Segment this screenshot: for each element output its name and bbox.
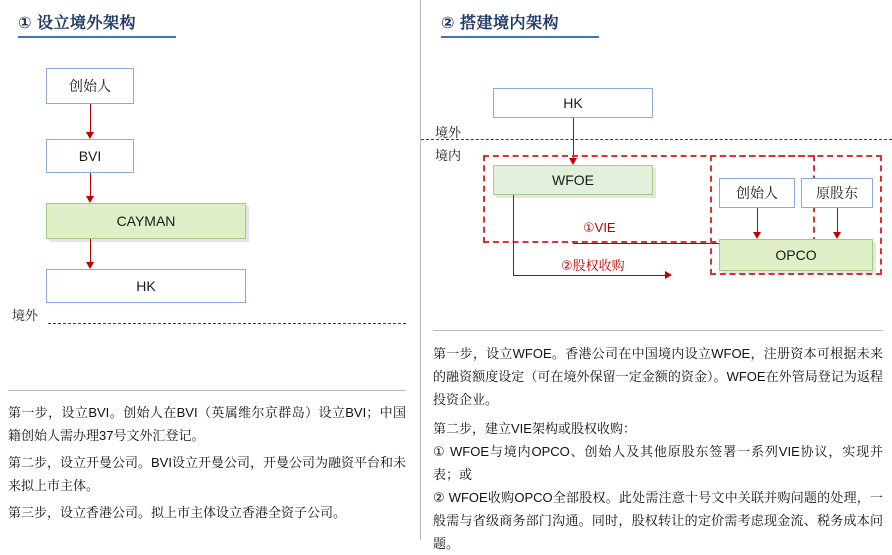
left-step-2: 第二步，设立开曼公司。BVI设立开曼公司，开曼公司为融资平台和未来拟上市主体。 xyxy=(8,455,406,493)
panel-offshore-structure xyxy=(0,0,420,540)
connector-oldshareholder-opco xyxy=(837,208,838,235)
boundary-line-border xyxy=(421,139,892,140)
region-label-offshore: 境外 xyxy=(435,125,462,140)
node-hk: HK xyxy=(46,269,246,303)
boundary-line-offshore xyxy=(48,323,406,324)
node-old-shareholder: 原股东 xyxy=(801,178,873,208)
arrowhead-equity xyxy=(665,271,672,279)
right-title-underline xyxy=(441,36,599,38)
annotation-vie: ①VIE xyxy=(583,220,616,235)
panel-onshore-structure xyxy=(421,0,892,551)
connector-founder-bvi xyxy=(90,104,91,135)
connector-founder-opco xyxy=(757,208,758,235)
left-title-underline xyxy=(18,36,176,38)
annotation-equity-purchase: ②股权收购 xyxy=(561,258,625,273)
left-text-separator xyxy=(8,390,406,391)
right-text-separator xyxy=(433,330,883,331)
node-bvi: BVI xyxy=(46,139,134,173)
arrowhead-cayman-hk xyxy=(86,262,94,269)
right-step-2-item-1: ① WFOE与境内OPCO、创始人及其他原股东签署一系列VIE协议，实现并表；或 xyxy=(433,444,883,482)
node-wfoe: WFOE xyxy=(493,165,653,195)
region-label-offshore: 境外 xyxy=(12,308,39,323)
node-cayman: CAYMAN xyxy=(46,203,246,239)
left-step-3: 第三步，设立香港公司。拟上市主体设立香港全资子公司。 xyxy=(8,505,347,520)
region-label-onshore: 境内 xyxy=(435,148,462,163)
left-step-1: 第一步，设立BVI。创始人在BVI（英属维尔京群岛）设立BVI；中国籍创始人需办理37号文外汇登记。 xyxy=(8,405,406,443)
arrowhead-bvi-cayman xyxy=(86,196,94,203)
right-panel-title: ② 搭建境内架构 xyxy=(441,15,559,32)
right-step-2-item-2: ② WFOE收购OPCO全部股权。此处需注意十号文中关联并购问题的处理，一般需与省级商务部门沟通。同时，股权转让的定价需考虑现金流、税务成本问题。 xyxy=(433,490,883,551)
arrowhead-oldshareholder-opco xyxy=(833,232,841,239)
left-panel-title: ① 设立境外架构 xyxy=(18,15,136,32)
connector-equity-horizontal xyxy=(513,275,669,276)
node-founder: 创始人 xyxy=(46,68,134,104)
node-hk: HK xyxy=(493,88,653,118)
right-step-2: 第二步，建立VIE架构或股权收购： xyxy=(433,421,636,436)
connector-equity-vertical xyxy=(513,195,514,275)
right-step-1: 第一步，设立WFOE。香港公司在中国境内设立WFOE，注册资本可根据未来的融资额度设定（可在境外保留一定金额的资金）。WFOE在外管局登记为返程投资企业。 xyxy=(433,346,883,407)
arrowhead-founder-opco xyxy=(753,232,761,239)
node-opco: OPCO xyxy=(719,239,873,271)
arrowhead-founder-bvi xyxy=(86,132,94,139)
node-founder: 创始人 xyxy=(719,178,795,208)
